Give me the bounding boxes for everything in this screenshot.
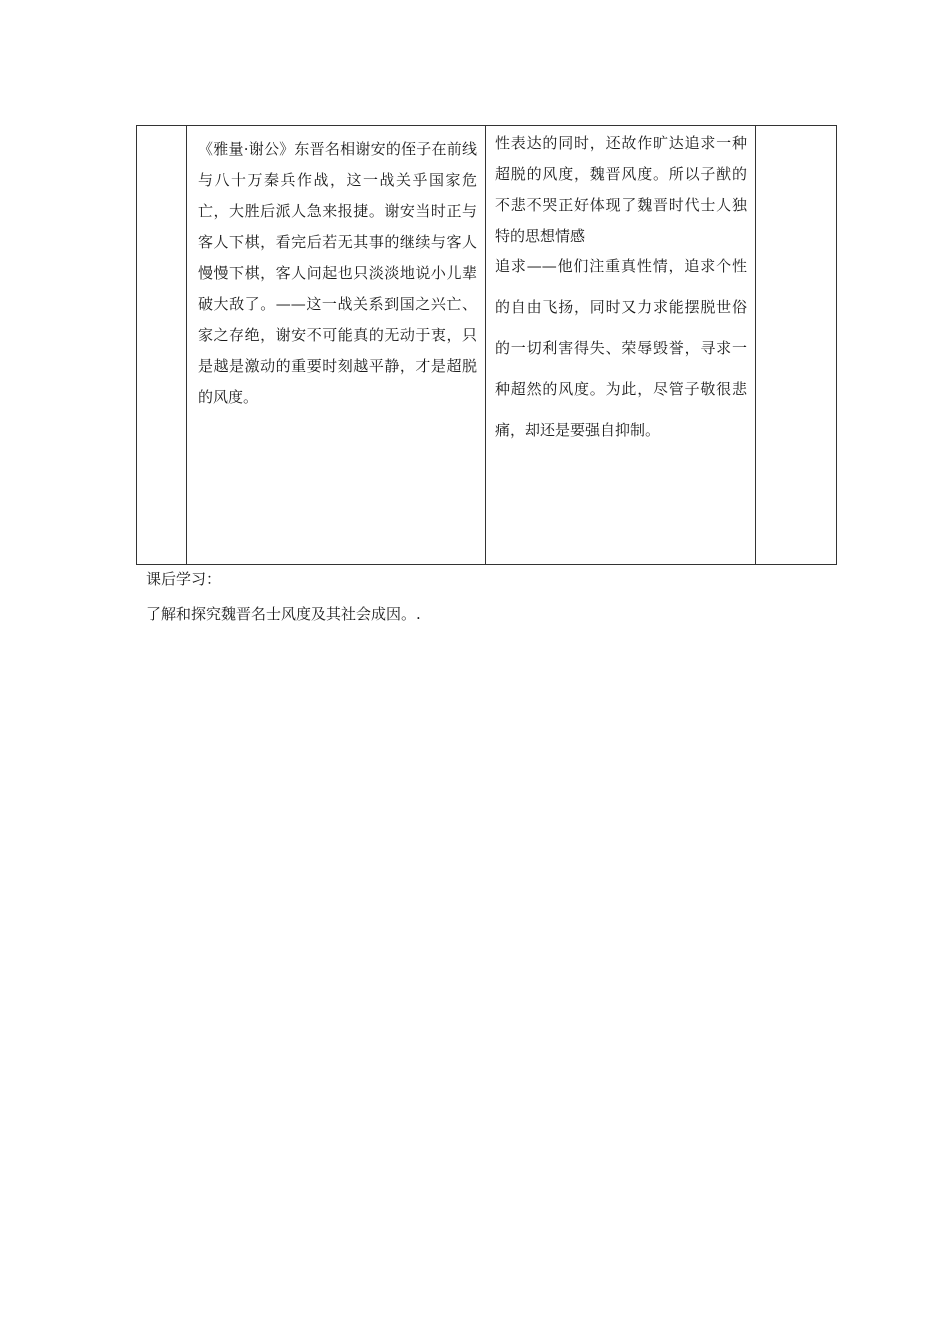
table-cell-empty-left [137, 126, 187, 565]
after-class-body: 了解和探究魏晋名士风度及其社会成因。. [146, 605, 421, 623]
lesson-table [136, 125, 837, 565]
table-cell-example [187, 126, 486, 565]
after-class-label: 课后学习： [146, 570, 222, 588]
example-text: 《雅量·谢公》东晋名相谢安的侄子在前线与八十万秦兵作战，这一战关乎国家危亡，大胜后派人急来报捷。谢安当时正与客人下棋，看完后若无其事的继续与客人慢慢下棋，客人问起也只淡淡地说小儿辈破大敌了。——这一战关系到国之兴亡、家之存绝，谢安不可能真的无动于衷，只是越是激动的重要时刻越平静，才是超脱的风度。 [198, 140, 477, 406]
analysis-text-1: 性表达的同时，还故作旷达追求一种超脱的风度，魏晋风度。所以子猷的不悲不哭正好体现了魏晋时代士人独特的思想情感 [495, 134, 747, 245]
table-row [137, 126, 837, 565]
table-cell-empty-right [756, 126, 837, 565]
table-cell-analysis [486, 126, 756, 565]
analysis-text-2: 追求——他们注重真性情，追求个性的自由飞扬，同时又力求能摆脱世俗的一切利害得失、荣辱毁誉，寻求一种超然的风度。为此，尽管子敬很悲痛，却还是要强自抑制。 [495, 257, 747, 439]
